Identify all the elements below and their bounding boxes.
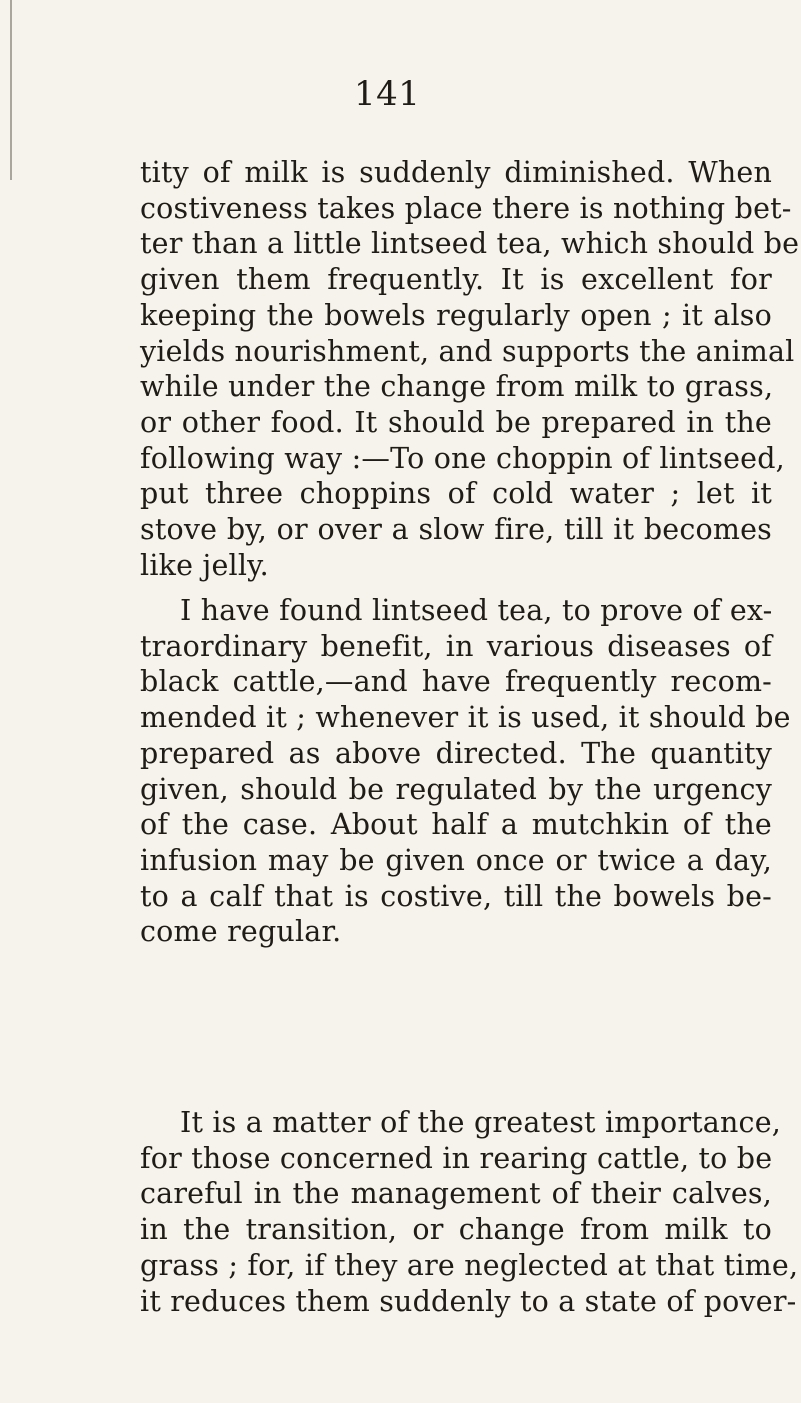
text-line: given them frequently. It is excellent for	[140, 263, 772, 297]
text-line: keeping the bowels regularly open ; it also	[140, 298, 772, 332]
text-line: prepared as above directed. The quantity	[140, 736, 772, 770]
text-line: traordinary benefit, in various diseases of	[140, 629, 772, 663]
text-line: tity of milk is suddenly diminished. When	[140, 156, 772, 189]
paragraph-2	[140, 593, 791, 950]
text-line: to a calf that is costive, till the bowels be-	[140, 879, 772, 913]
text-line: ter than a little lintseed tea, which should be	[140, 227, 800, 261]
text-line: It is a matter of the greatest importance,	[180, 1106, 782, 1139]
text-line: it reduces them suddenly to a state of pover-	[140, 1284, 797, 1318]
text-line: for those concerned in rearing cattle, to be	[140, 1141, 773, 1175]
text-line: in the transition, or change from milk to	[140, 1213, 772, 1247]
text-line: or other food. It should be prepared in the	[140, 405, 772, 439]
text-line: yields nourishment, and supports the animal	[140, 334, 795, 368]
text-line: like jelly.	[140, 548, 269, 582]
text-line: come regular.	[140, 915, 342, 949]
text-line: grass ; for, if they are neglected at that time,	[140, 1248, 799, 1282]
text-line: I have found lintseed tea, to prove of ex-	[180, 594, 773, 627]
text-line: given, should be regulated by the urgency	[140, 772, 772, 806]
paragraph-3	[140, 1105, 799, 1319]
text-line: put three choppins of cold water ; let it	[140, 477, 772, 511]
text-line: of the case. About half a mutchkin of the	[140, 808, 772, 842]
text-line: careful in the management of their calves,	[140, 1177, 772, 1211]
text-line: following way :—To one choppin of lintseed,	[140, 441, 785, 475]
text-line: stove by, or over a slow fire, till it becomes	[140, 513, 772, 547]
text-line: mended it ; whenever it is used, it should be	[140, 701, 791, 735]
text-line: costiveness takes place there is nothing bet-	[140, 191, 792, 225]
page-number: 141	[354, 74, 421, 114]
page-edge-rule	[10, 0, 12, 180]
text-line: black cattle,—and have frequently recom-	[140, 665, 772, 699]
text-line: infusion may be given once or twice a day,	[140, 843, 772, 877]
paragraph-1	[140, 155, 800, 583]
text-line: while under the change from milk to grass,	[140, 370, 774, 404]
